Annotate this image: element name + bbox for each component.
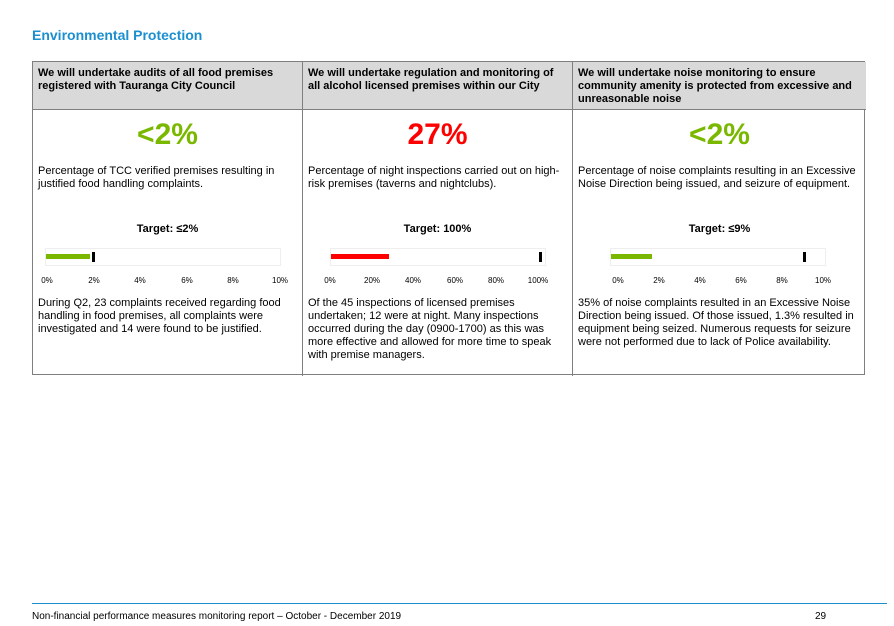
measure-description: Percentage of TCC verified premises resulting in justified food handling complaints. (38, 165, 275, 190)
target-label: Target: 100% (403, 223, 472, 235)
tick-label: 0% (324, 276, 336, 285)
result-value: <2% (137, 118, 198, 151)
gauge-ticks (612, 274, 832, 286)
tick-label: 10% (271, 276, 289, 285)
column-heading-alcohol: We will undertake regulation and monitoring of all alcohol licensed premises within our City (303, 62, 573, 110)
measures-table (32, 61, 865, 375)
result-value: 27% (407, 118, 468, 151)
tick-label: 6% (735, 276, 747, 285)
page-number: 29 (815, 611, 827, 622)
target-marker (803, 252, 806, 262)
footer-title: Non-financial performance measures monitoring report – October - December 2019 (32, 611, 402, 622)
section-title: Environmental Protection (32, 27, 203, 43)
gauge-fill (46, 254, 90, 259)
commentary: Of the 45 inspections of licensed premises undertaken; 12 were at night. Many inspections occurred during the day (0900-1700) as this was more effective and allowed for more time to speak with premise managers. (308, 297, 552, 361)
target-marker (92, 252, 95, 262)
measure-cell-alcohol (303, 110, 573, 376)
tick-label: 0% (41, 276, 53, 285)
commentary: 35% of noise complaints resulted in an Excessive Noise Direction being issued. Of those issued, 1.3% resulted in equipment being seized. Numerous requests for seizure were not performed due to lack of Police availability. (578, 297, 854, 348)
tick-label: 80% (487, 276, 505, 285)
result-value: <2% (689, 118, 750, 151)
tick-label: 2% (88, 276, 100, 285)
progress-gauge (45, 248, 281, 266)
tick-label: 6% (181, 276, 193, 285)
target-label: Target: ≤2% (136, 223, 199, 235)
tick-label: 100% (527, 276, 549, 285)
progress-gauge (330, 248, 546, 266)
tick-label: 10% (814, 276, 832, 285)
commentary: During Q2, 23 complaints received regarding food handling in food premises, all complaints were investigated and 14 were found to be justified. (38, 297, 281, 335)
tick-label: 4% (694, 276, 706, 285)
progress-gauge (610, 248, 826, 266)
tick-label: 8% (776, 276, 788, 285)
measure-description: Percentage of night inspections carried out on high-risk premises (taverns and nightclubs). (308, 165, 560, 190)
footer-divider (32, 603, 887, 604)
measure-cell-food (33, 110, 303, 376)
gauge-fill (611, 254, 652, 259)
tick-label: 60% (446, 276, 464, 285)
target-marker (539, 252, 542, 262)
gauge-fill (331, 254, 389, 259)
gauge-ticks (41, 274, 289, 286)
gauge-ticks (324, 274, 549, 286)
tick-label: 40% (404, 276, 422, 285)
measure-cell-noise (573, 110, 866, 376)
tick-label: 8% (227, 276, 239, 285)
column-heading-noise: We will undertake noise monitoring to ensure community amenity is protected from excessive and unreasonable noise (573, 62, 866, 110)
measure-description: Percentage of noise complaints resulting in an Excessive Noise Direction being issued, and seizure of equipment. (578, 165, 856, 190)
tick-label: 2% (653, 276, 665, 285)
tick-label: 20% (363, 276, 381, 285)
target-label: Target: ≤9% (688, 223, 751, 235)
tick-label: 4% (134, 276, 146, 285)
tick-label: 0% (612, 276, 624, 285)
column-heading-food: We will undertake audits of all food premises registered with Tauranga City Council (33, 62, 303, 110)
